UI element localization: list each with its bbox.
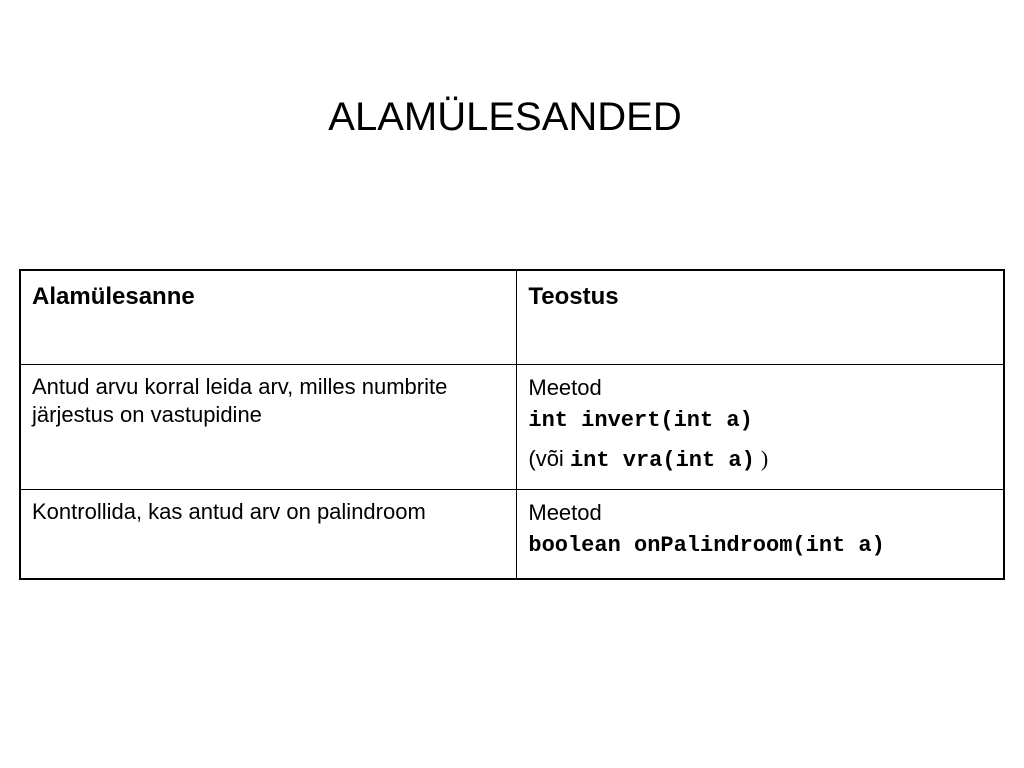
method-label: Meetod bbox=[528, 375, 602, 400]
method-signature: boolean onPalindroom(int a) bbox=[528, 533, 885, 558]
slide-title: ALAMÜLESANDED bbox=[328, 95, 682, 139]
alternative-line bbox=[528, 439, 993, 481]
task-text: Antud arvu korral leida arv, milles numbrite järjestus on vastupidine bbox=[32, 374, 448, 427]
alternative-close: ) bbox=[760, 446, 769, 471]
table-row bbox=[20, 365, 1004, 490]
table-header-row bbox=[20, 270, 1004, 365]
header-implementation: Teostus bbox=[517, 270, 1004, 365]
task-cell bbox=[20, 490, 517, 580]
task-cell bbox=[20, 365, 517, 490]
alternative-signature: int vra(int a) bbox=[569, 448, 755, 473]
header-subtask: Alamülesanne bbox=[20, 270, 517, 365]
subtasks-table bbox=[19, 269, 1005, 580]
table-row bbox=[20, 490, 1004, 580]
method-label: Meetod bbox=[528, 500, 602, 525]
implementation-cell bbox=[517, 490, 1004, 580]
implementation-cell bbox=[517, 365, 1004, 490]
method-signature: int invert(int a) bbox=[528, 408, 753, 433]
alternative-open: (või bbox=[528, 446, 564, 471]
task-text: Kontrollida, kas antud arv on palindroom bbox=[32, 499, 426, 524]
